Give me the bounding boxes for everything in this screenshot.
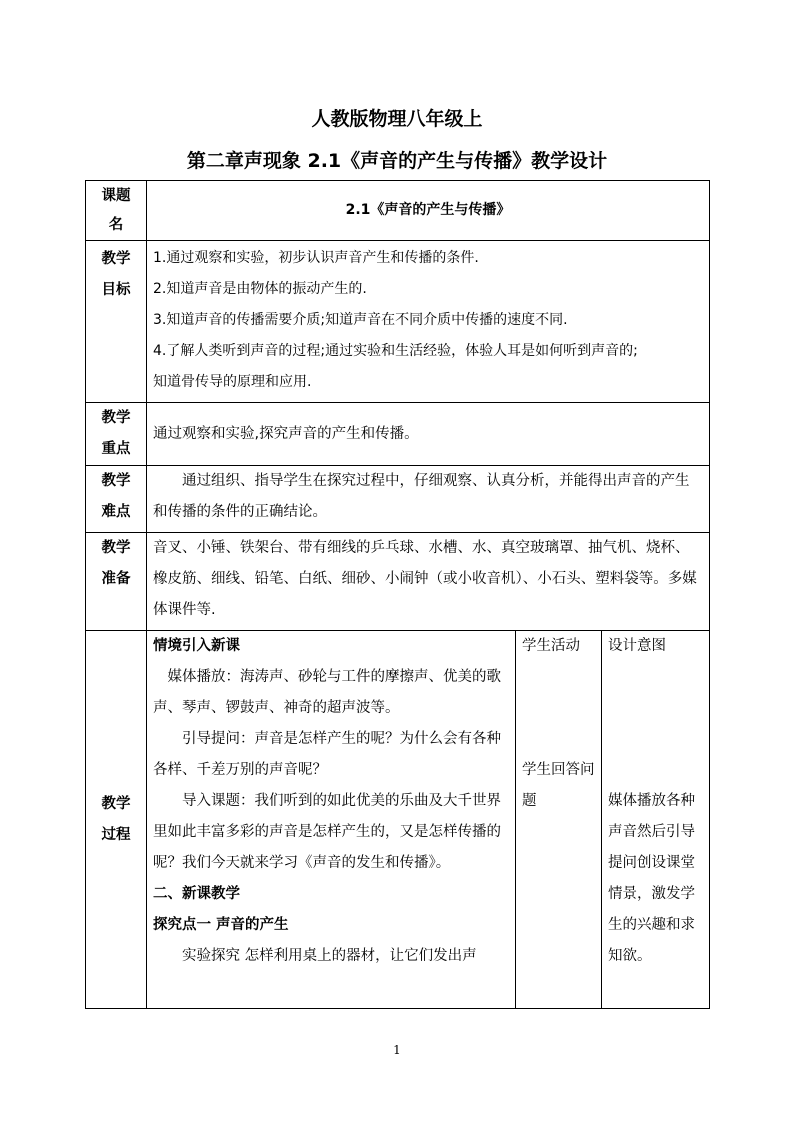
- section-heading-new-lesson: 二、新课教学: [153, 886, 240, 902]
- difficulties-label: [86, 466, 147, 533]
- topic-label-line1: 课题: [101, 188, 131, 204]
- objective-item: 1.通过观察和实验，初步认识声音产生和传播的条件.: [153, 250, 479, 266]
- objective-item: 知道骨传导的原理和应用.: [153, 374, 312, 390]
- lesson-plan-table: [85, 180, 710, 1009]
- topic-value: 2.1《声音的产生与传播》: [147, 181, 710, 241]
- key-points-text: [147, 403, 710, 466]
- key-points-label-line1: 教学: [101, 410, 131, 426]
- process-paragraph: 引导提问：声音是怎样产生的呢？为什么会有各种各样、千差万别的声音呢？: [153, 731, 501, 778]
- key-points-value: 通过观察和实验,探究声音的产生和传播。: [153, 425, 419, 442]
- objectives-label-line2: 目标: [101, 282, 131, 298]
- student-activity-text: 学生回答问题: [522, 762, 595, 809]
- objectives-label: [86, 241, 147, 403]
- difficulties-value: 通过组织、指导学生在探究过程中，仔细观察、认真分析，并能得出声音的产生和传播的条件的正确结论。: [153, 473, 690, 520]
- preparation-label-line1: 教学: [101, 540, 131, 556]
- preparation-label: [86, 533, 147, 631]
- design-intent-header: 设计意图: [608, 638, 666, 654]
- page-number: 1: [393, 1043, 401, 1057]
- student-activity-header: 学生活动: [522, 638, 580, 654]
- preparation-text: [147, 533, 710, 631]
- process-label: [86, 631, 147, 1009]
- topic-row: [86, 181, 710, 241]
- document-title: 人教版物理八年级上: [311, 108, 483, 130]
- key-points-label-line2: 重点: [101, 441, 131, 457]
- objectives-row: [86, 241, 710, 403]
- objectives-label-line1: 教学: [101, 251, 131, 267]
- objectives-list: [147, 241, 710, 403]
- preparation-row: [86, 533, 710, 631]
- section-heading-intro: 情境引入新课: [153, 638, 240, 654]
- process-content: [147, 631, 516, 1009]
- process-label-line2: 过程: [101, 826, 131, 843]
- design-intent-column: [602, 631, 710, 1009]
- difficulties-text: [147, 466, 710, 533]
- process-row: [86, 631, 710, 1009]
- difficulties-label-line2: 难点: [101, 504, 131, 520]
- preparation-value: 音叉、小锤、铁架台、带有细线的乒乓球、水槽、水、真空玻璃罩、抽气机、烧杯、橡皮筋、细线、铅笔、白纸、细砂、小闹钟（或小收音机）、小石头、塑料袋等。多媒体课件等.: [153, 540, 697, 618]
- objective-item: 3.知道声音的传播需要介质;知道声音在不同介质中传播的速度不同.: [153, 312, 568, 328]
- difficulties-label-line1: 教学: [101, 473, 131, 489]
- key-points-row: [86, 403, 710, 466]
- process-paragraph: 实验探究 怎样利用桌上的器材，让它们发出声: [182, 948, 477, 964]
- student-activity-column: [516, 631, 602, 1009]
- objective-item: 4.了解人类听到声音的过程;通过实验和生活经验，体验人耳是如何听到声音的;: [153, 343, 638, 359]
- document-subtitle: 第二章声现象 2.1《声音的产生与传播》教学设计: [186, 150, 608, 172]
- key-points-label: [86, 403, 147, 466]
- topic-label: [86, 181, 147, 241]
- process-paragraph: 导入课题：我们听到的如此优美的乐曲及大千世界里如此丰富多彩的声音是怎样产生的，又是怎样传播的呢？我们今天就来学习《声音的发生和传播》。: [153, 793, 501, 871]
- preparation-label-line2: 准备: [101, 571, 131, 587]
- topic-label-line2: 名: [108, 217, 124, 233]
- process-label-line1: 教学: [101, 795, 131, 812]
- objective-item: 2.知道声音是由物体的振动产生的.: [153, 281, 367, 297]
- difficulties-row: [86, 466, 710, 533]
- design-intent-text: 媒体播放各种声音然后引导提问创设课堂情景，激发学生的兴趣和求知欲。: [608, 793, 695, 964]
- process-paragraph: 媒体播放：海涛声、砂轮与工件的摩擦声、优美的歌声、琴声、锣鼓声、神奇的超声波等。: [153, 669, 501, 716]
- subsection-heading: 探究点一 声音的产生: [153, 917, 289, 933]
